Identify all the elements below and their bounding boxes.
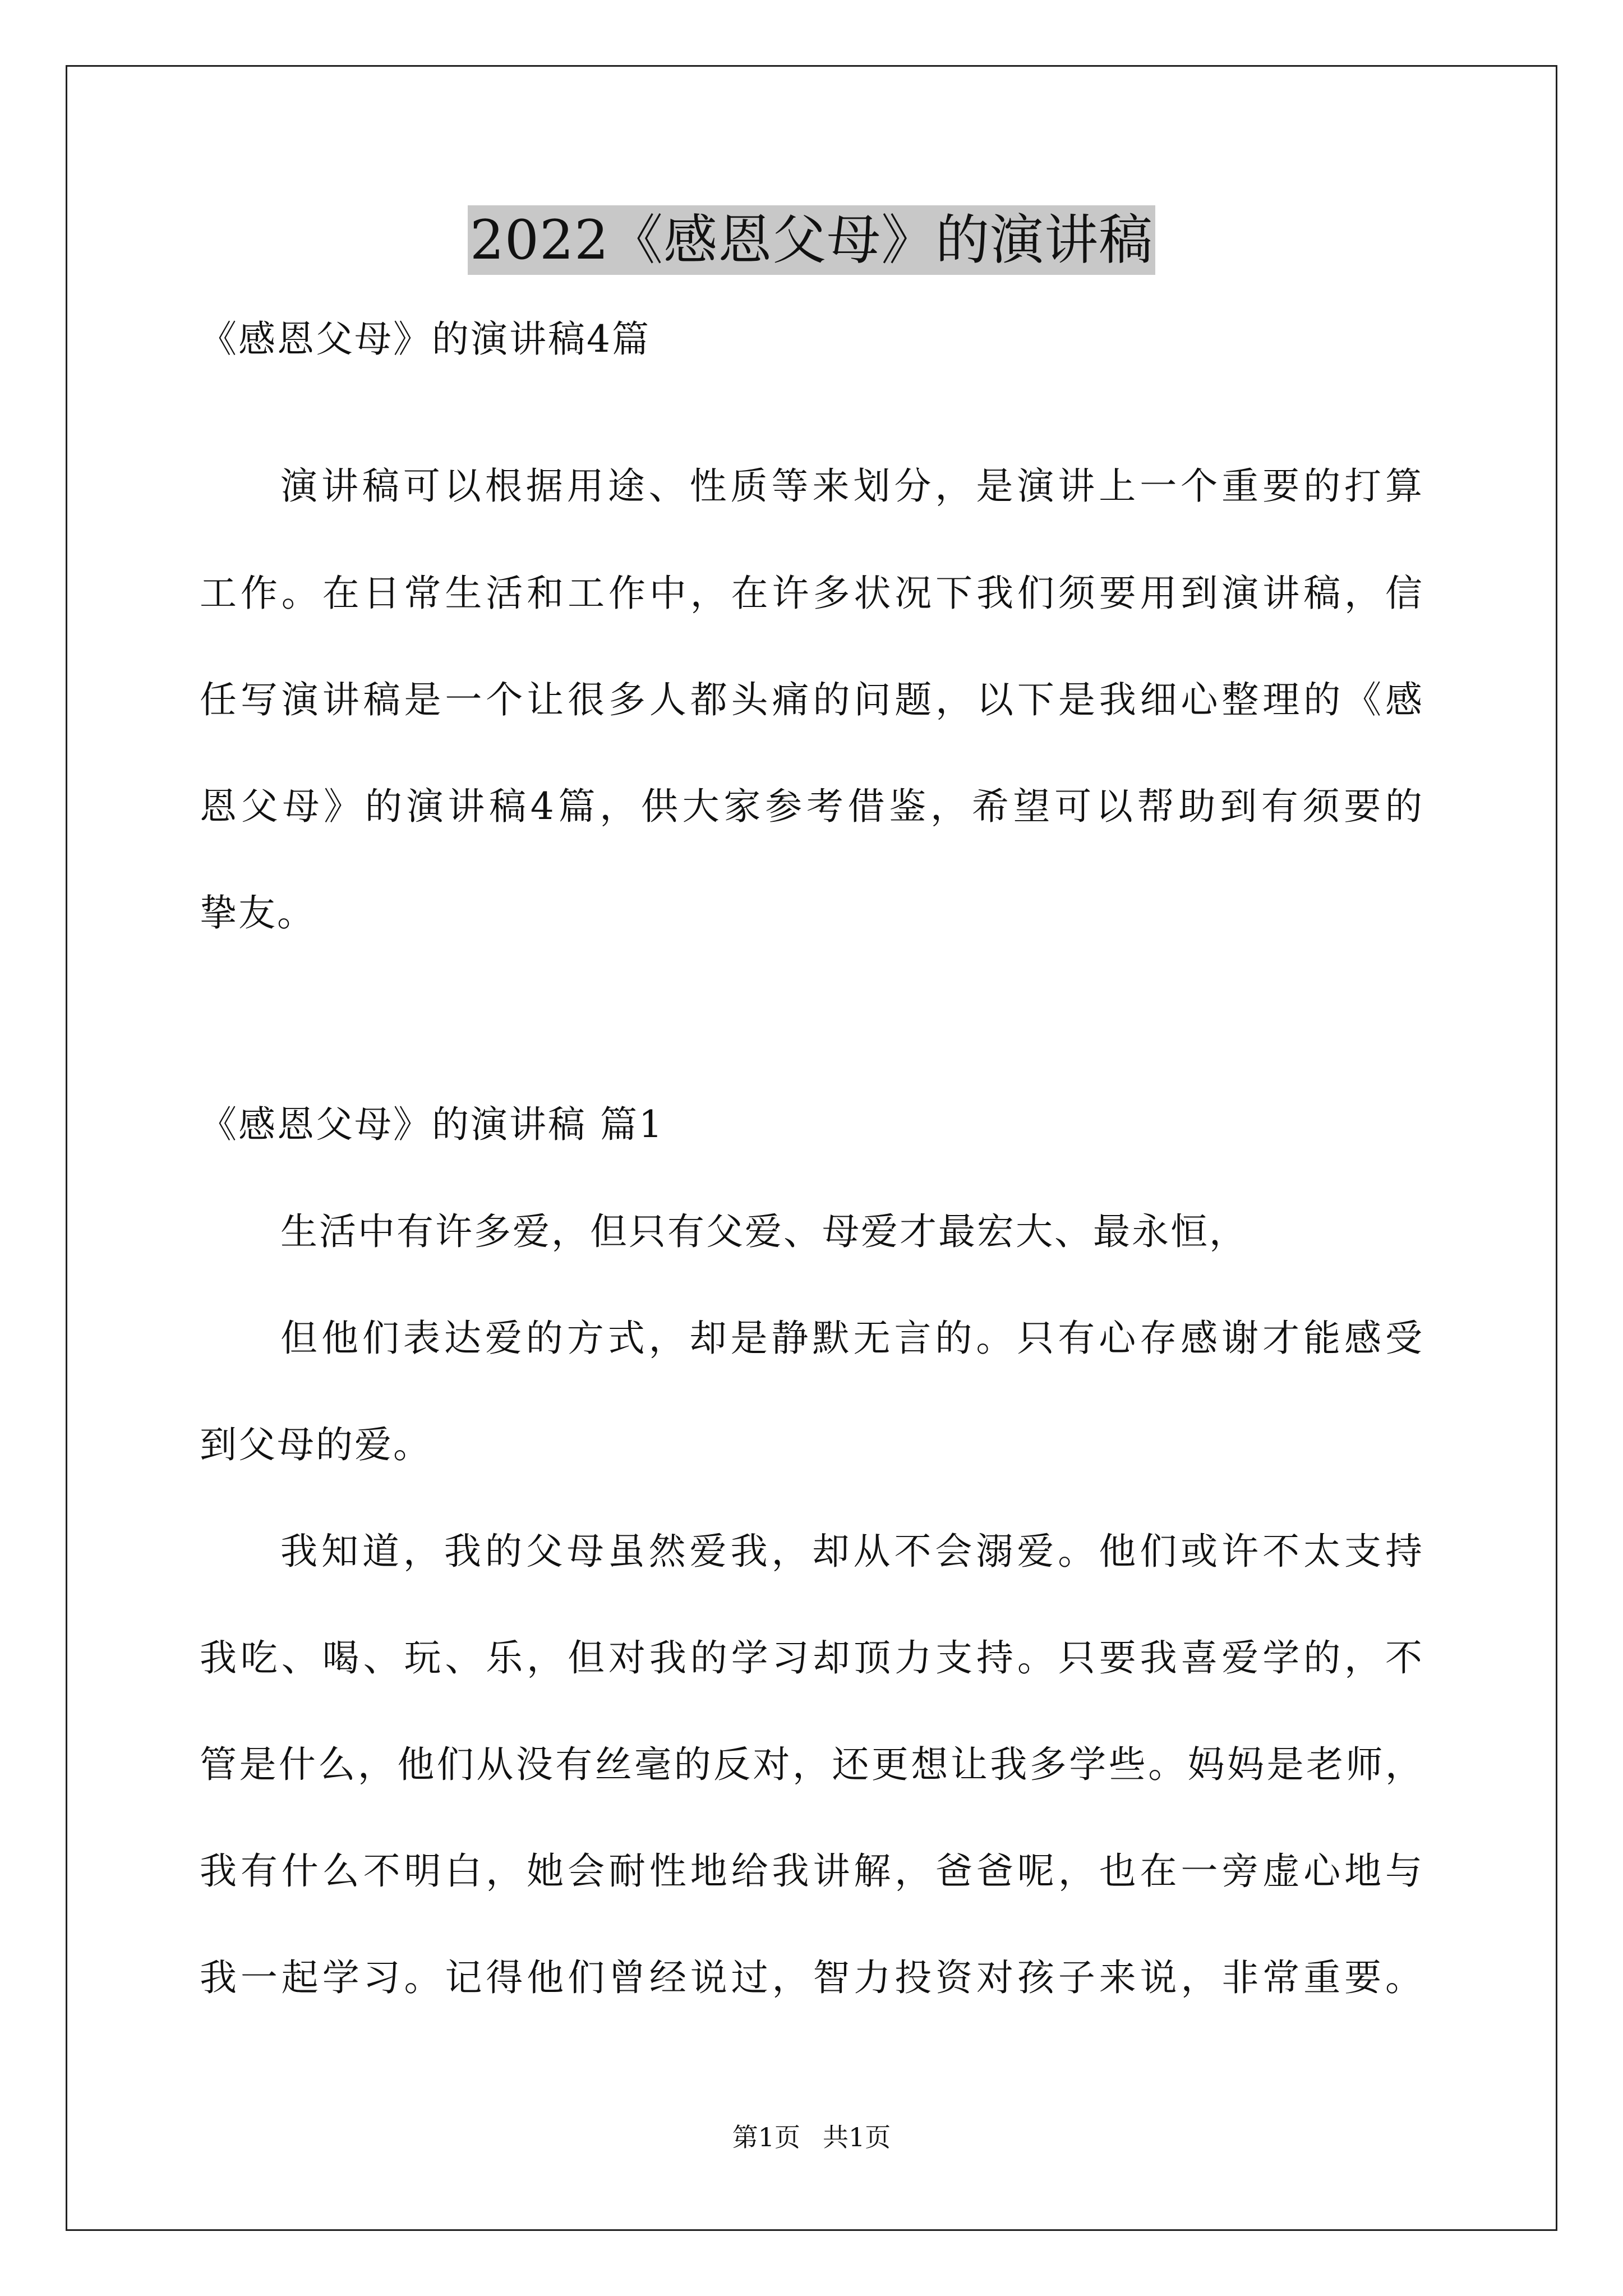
body-line-3: 到父母的爱。 <box>200 1423 432 1466</box>
section-heading: 《感恩父母》的演讲稿 篇1 <box>200 1103 664 1146</box>
body-line-4: 我知道，我的父母虽然爱我，却从不会溺爱。他们或许不太支持 <box>280 1530 1422 1573</box>
document-title: 2022《感恩父母》的演讲稿 <box>468 205 1155 275</box>
body-line-6: 管是什么，他们从没有丝毫的反对，还更想让我多学些。妈妈是老师， <box>200 1743 1422 1786</box>
page-number: 第1页 <box>732 2122 800 2152</box>
intro-line-2: 工作。在日常生活和工作中，在许多状况下我们须要用到演讲稿，信 <box>200 572 1422 615</box>
body-line-8: 我一起学习。记得他们曾经说过，智力投资对孩子来说，非常重要。 <box>200 1956 1422 1999</box>
document-subtitle: 《感恩父母》的演讲稿4篇 <box>200 318 651 361</box>
intro-line-5: 挚友。 <box>200 891 316 935</box>
body-line-5: 我吃、喝、玩、乐，但对我的学习却顶力支持。只要我喜爱学的，不 <box>200 1636 1422 1680</box>
intro-line-4: 恩父母》的演讲稿4篇，供大家参考借鉴，希望可以帮助到有须要的 <box>200 785 1422 828</box>
body-line-7: 我有什么不明白，她会耐性地给我讲解，爸爸呢，也在一旁虚心地与 <box>200 1849 1422 1893</box>
title-container <box>0 205 1623 275</box>
page-total: 共1页 <box>823 2122 891 2152</box>
intro-line-3: 任写演讲稿是一个让很多人都头痛的问题，以下是我细心整理的《感 <box>200 678 1422 721</box>
intro-line-1: 演讲稿可以根据用途、性质等来划分，是演讲上一个重要的打算 <box>280 464 1422 508</box>
body-line-1: 生活中有许多爱，但只有父爱、母爱才最宏大、最永恒， <box>280 1210 1248 1253</box>
body-line-2: 但他们表达爱的方式，却是静默无言的。只有心存感谢才能感受 <box>280 1317 1422 1360</box>
page-footer <box>0 2120 1623 2154</box>
